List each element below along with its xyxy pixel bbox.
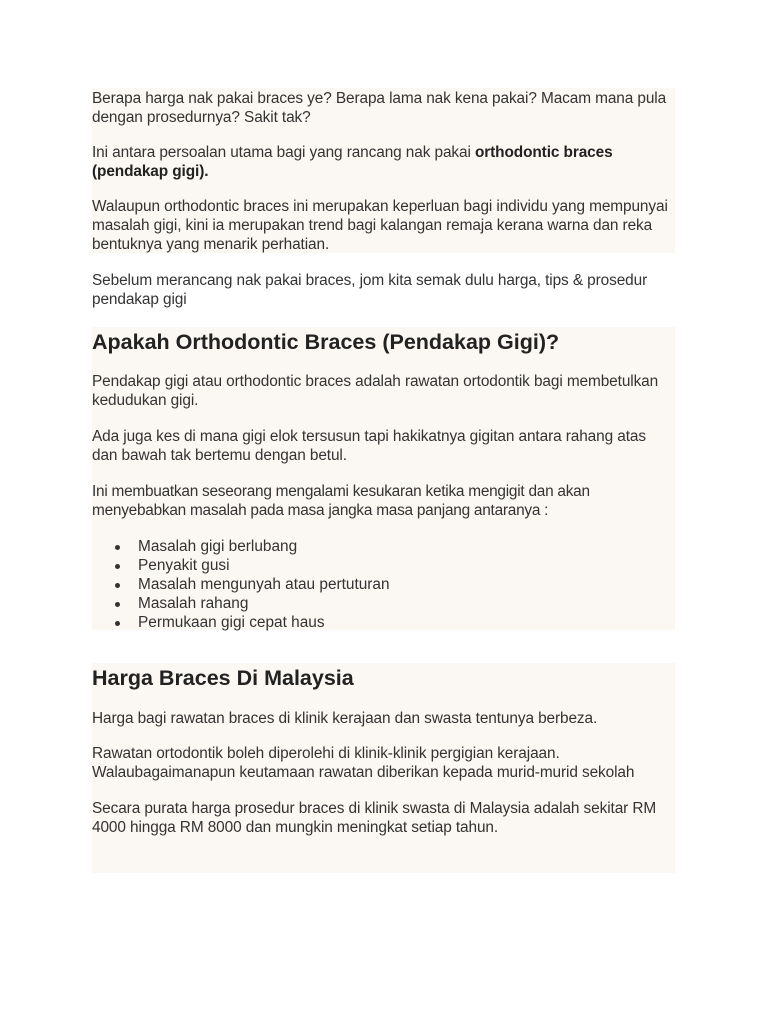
section-2-paragraph-2: Rawatan ortodontik boleh diperolehi di klinik-klinik pergigian kerajaan. Walaubagaimanapun keutamaan rawatan diberikan kepada murid-murid sekolah: [92, 745, 635, 781]
section-1-block: [92, 327, 675, 630]
section-2-paragraph-1: Harga bagi rawatan braces di klinik kerajaan dan swasta tentunya berbeza.: [92, 710, 598, 727]
intro-paragraph-3: Walaupun orthodontic braces ini merupakan keperluan bagi individu yang mempunyai masalah gigi, kini ia merupakan trend bagi kalangan remaja kerana warna dan reka bentuknya yang menarik perhatian.: [92, 198, 668, 253]
intro-outro-block: [92, 271, 675, 309]
intro-paragraph-4: Sebelum merancang nak pakai braces, jom kita semak dulu harga, tips & prosedur pendakap gigi: [92, 272, 648, 308]
intro-block: [92, 88, 675, 253]
intro-paragraph-2-bold: orthodontic braces (pendakap gigi).: [92, 144, 613, 180]
list-item: Masalah gigi berlubang: [138, 537, 675, 556]
list-item: Masalah mengunyah atau pertuturan: [138, 575, 675, 594]
section-1-heading: Apakah Orthodontic Braces (Pendakap Gigi)?: [92, 330, 560, 354]
list-item: Masalah rahang: [138, 594, 675, 613]
section-1-paragraph-2: Ada juga kes di mana gigi elok tersusun tapi hakikatnya gigitan antara rahang atas dan bawah tak bertemu dengan betul.: [92, 428, 646, 464]
list-item: Penyakit gusi: [138, 556, 675, 575]
section-2-heading: Harga Braces Di Malaysia: [92, 666, 354, 690]
section-1-paragraph-3: Ini membuatkan seseorang mengalami kesukaran ketika mengigit dan akan menyebabkan masalah pada masa jangka masa panjang antaranya :: [92, 483, 590, 519]
intro-paragraph-1: Berapa harga nak pakai braces ye? Berapa lama nak kena pakai? Macam mana pula dengan prosedurnya? Sakit tak?: [92, 90, 667, 126]
list-item: Permukaan gigi cepat haus: [138, 613, 675, 632]
intro-paragraph-2-text: Ini antara persoalan utama bagi yang rancang nak pakai: [92, 144, 475, 161]
intro-paragraph-2: [92, 143, 675, 181]
section-2-paragraph-3: Secara purata harga prosedur braces di klinik swasta di Malaysia adalah sekitar RM 4000 hingga RM 8000 dan mungkin meningkat setiap tahun.: [92, 800, 657, 836]
section-2-block: [92, 663, 675, 873]
section-1-paragraph-1: Pendakap gigi atau orthodontic braces adalah rawatan ortodontik bagi membetulkan kedudukan gigi.: [92, 373, 659, 409]
problem-list: [92, 537, 675, 632]
